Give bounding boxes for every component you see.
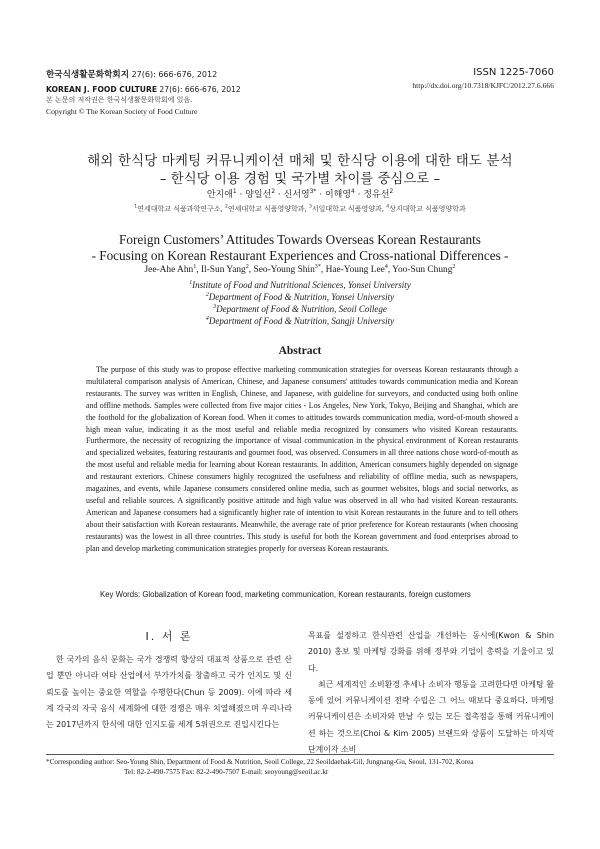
keywords-label: Key Words:	[100, 590, 141, 599]
journal-en-volume: 27(6): 666-676, 2012	[157, 85, 241, 94]
author-affiliation-mark: 2	[245, 263, 249, 270]
journal-header	[46, 66, 386, 117]
section-heading-introduction: I. 서 론	[145, 630, 193, 643]
copyright-line: Copyright © The Korean Society of Food Culture	[46, 107, 198, 116]
author-name: Yoo-Sun Chung	[392, 265, 453, 275]
affiliation-text: 연세대학교 식품과학연구소,	[137, 205, 226, 213]
author-name: Il-Sun Yang	[200, 265, 246, 275]
body-paragraph: 목표를 설정하고 한식관련 산업을 개선하는 동시에(Kwon & Shin 2010) 홍보 및 마케팅 강화를 위해 정부와 기업이 총력을 기울이고 있다.	[308, 631, 554, 673]
copyright-note-ko: 본 논문의 저작권은 한국식생활문화학회에 있음.	[46, 96, 193, 104]
affiliation-text: Department of Food & Nutrition, Sangji University	[208, 316, 395, 326]
affiliation-line	[0, 292, 600, 302]
author-affiliation-mark: 2	[452, 263, 456, 270]
journal-ko-name: 한국식생활문화학회지	[46, 70, 130, 80]
affiliation-text: 서일대학교 식품영양과,	[311, 205, 387, 213]
author-name: 신서영	[283, 190, 310, 200]
affiliation-mark: 1	[134, 204, 138, 210]
author-separator: ,	[320, 265, 326, 275]
journal-ko-volume: 27(6): 666-676, 2012	[129, 70, 218, 79]
affiliation-text: 상지대학교 식품영양학과	[389, 205, 466, 213]
author-separator: ,	[196, 265, 201, 275]
affiliation-mark: 4	[386, 204, 390, 210]
affiliation-line	[0, 316, 600, 326]
footnote-divider	[46, 754, 554, 755]
author-affiliation-mark: 4	[351, 189, 355, 195]
korean-affiliations	[0, 204, 600, 214]
affiliation-line	[0, 280, 600, 290]
author-affiliation-mark: 4	[384, 263, 388, 270]
journal-ko-line	[46, 66, 386, 81]
journal-en-name: KOREAN J. FOOD CULTURE	[46, 85, 158, 94]
author-separator: ·	[354, 190, 364, 200]
footnote-contact-line: Tel: 82-2-490-7575 Fax: 82-2-490-7507 E-mail: seoyoung@seoil.ac.kr	[124, 768, 329, 776]
author-name: 양일선	[245, 190, 272, 200]
body-left-column: 한 국가의 음식 문화는 국가 경쟁력 향상의 대표적 상품으로 관련 산업 뿐만 아니라 여타 산업에서 부가가치를 창출하고 국가 인지도 및 신뢰도를 높이는 중요한 역할을 수행한다(Chun 등 2009). 이에 따라 세계 각국의 자국 음식 세계화에 대한 경쟁은 매우 치열해졌으며 우리나라는 2017년까지 한식에 대한 인지도를 세계 5위권으로 진입시킨다는	[46, 655, 292, 730]
author-separator: ·	[236, 190, 246, 200]
issn: ISSN 1225-7060	[473, 67, 554, 78]
keywords-line	[100, 590, 540, 599]
keywords-list: Globalization of Korean food, marketing communication, Korean restaurants, foreign customers	[140, 590, 471, 599]
body-right-column	[308, 628, 554, 758]
author-affiliation-mark: 3*	[314, 263, 321, 270]
author-affiliation-mark: 2	[271, 189, 276, 195]
author-name: 정유선	[363, 190, 390, 200]
author-separator: ·	[275, 190, 284, 200]
affiliation-mark: 1	[189, 280, 193, 286]
body-paragraph: 최근 세계적인 소비환경 추세나 소비자 행동을 고려한다면 마케팅 활동에 있어 커뮤니케이션 전략 수립은 그 어느 때보다 중요하다. 마케팅 커뮤니케이션은 소비자와 만날 수 있는 모든 접촉점을 통해 커뮤니케이션 하는 것으로(Choi & Kim 2005) 브랜드와 상품이 도달하는 마지막 단계이자 소비	[308, 679, 554, 755]
affiliation-text: Institute of Food and Nutritional Sciences, Yonsei University	[192, 280, 411, 290]
affiliation-mark: 2	[225, 204, 228, 210]
affiliation-text: Department of Food & Nutrition, Seoil College	[216, 304, 387, 314]
author-name: Hae-Young Lee	[325, 265, 385, 275]
abstract-text: The purpose of this study was to propose effective marketing communication strategies for overseas Korean restaurants through a multilateral comparison analysis of American, Chinese, and Japanese consumers' attitudes towards communication media and Korean restaurants. The survey was written in English, Chinese, and Japanese, with guideline for surveyors, and conducted using both online and offline methods. Samples were collected from five major cities - Los Angeles, New York, Tokyo, Beijing and Shanghai, which are the foothold for the globalization of Korean food. When it comes to attitudes towards communication media, word-of-mouth showed a high mean value, indicating it as the most useful and reliable media recognized by consumers who visited Korean restaurants. Furthermore, the necessity of recognizing the importance of visual communication in the physical environment of Korean restaurants and specialized websites, featuring restaurants and gourmet food, was observed. Consumers in all three nations chose word-of-mouth as the most useful and reliable media for learning about Korean restaurants. In addition, American consumers highly depended on signage and restaurant exteriors. Chinese consumers highly recognized the usefulness and reliability of offline media, such as newspapers, magazines, and events, while Japanese consumers considered online media, such as gourmet websites, blogs and social networks, as useful and reliable sources. A significantly positive attitude and high value was observed in all who had visited Korean restaurants. American and Japanese consumers had a significantly higher rate of intention to visit Korean restaurants in the future and to tell others about their satisfaction with Korean restaurants. Meanwhile, the average rate of prior preference for Korean restaurants (when choosing restaurants) was the lowest in all three countries. This study is useful for both the Korean government and food enterprises abroad to plan and develop marketing communication strategies properly for overseas Korean restaurants.	[86, 365, 518, 553]
author-affiliation-mark: 1	[232, 189, 237, 195]
doi-link[interactable]: http://dx.doi.org/10.7318/KJFC/2012.27.6.666	[412, 81, 554, 90]
abstract-heading: Abstract	[278, 345, 322, 357]
affiliation-text: 연세대학교 식품영양학과,	[227, 205, 309, 213]
korean-title: 해외 한식당 마케팅 커뮤니케이션 매체 및 한식당 이용에 대한 태도 분석	[87, 154, 513, 169]
author-name: Seo-Young Shin	[253, 265, 315, 275]
affiliation-text: Department of Food & Nutrition, Yonsei University	[208, 292, 395, 302]
english-subtitle: - Focusing on Korean Restaurant Experiences and Cross-national Differences -	[91, 248, 509, 263]
issn-doi-block	[412, 66, 554, 92]
author-separator: ,	[248, 265, 254, 275]
affiliation-mark: 4	[205, 316, 209, 322]
affiliation-mark: 3	[308, 204, 312, 210]
english-authors	[0, 265, 600, 275]
author-name: 이해영	[324, 190, 352, 200]
author-separator: ,	[387, 265, 393, 275]
affiliation-mark: 2	[205, 292, 209, 298]
journal-en-line	[46, 81, 386, 95]
korean-subtitle: – 한식당 이용 경험 및 국가별 차이를 중심으로 –	[159, 172, 441, 187]
author-affiliation-mark: 3*	[309, 189, 317, 195]
author-affiliation-mark: 2	[389, 189, 394, 195]
corresponding-author-footnote	[46, 757, 554, 777]
author-separator: ·	[316, 190, 325, 200]
english-title: Foreign Customers’ Attitudes Towards Overseas Korean Restaurants	[119, 232, 481, 247]
affiliation-line	[0, 304, 600, 314]
author-affiliation-mark: 1	[193, 263, 197, 270]
footnote-author-line: *Corresponding author: Seo-Young Shin, Department of Food & Nutrition, Seoil College, 22 Seoildaehak-Gil, Jungnang-Gu, Seoul, 131-702, Korea	[46, 758, 474, 766]
korean-authors	[0, 187, 600, 200]
author-name: Jee-Ahe Ahn	[144, 265, 194, 275]
affiliation-mark: 3	[213, 304, 217, 310]
author-name: 안지애	[206, 190, 233, 200]
